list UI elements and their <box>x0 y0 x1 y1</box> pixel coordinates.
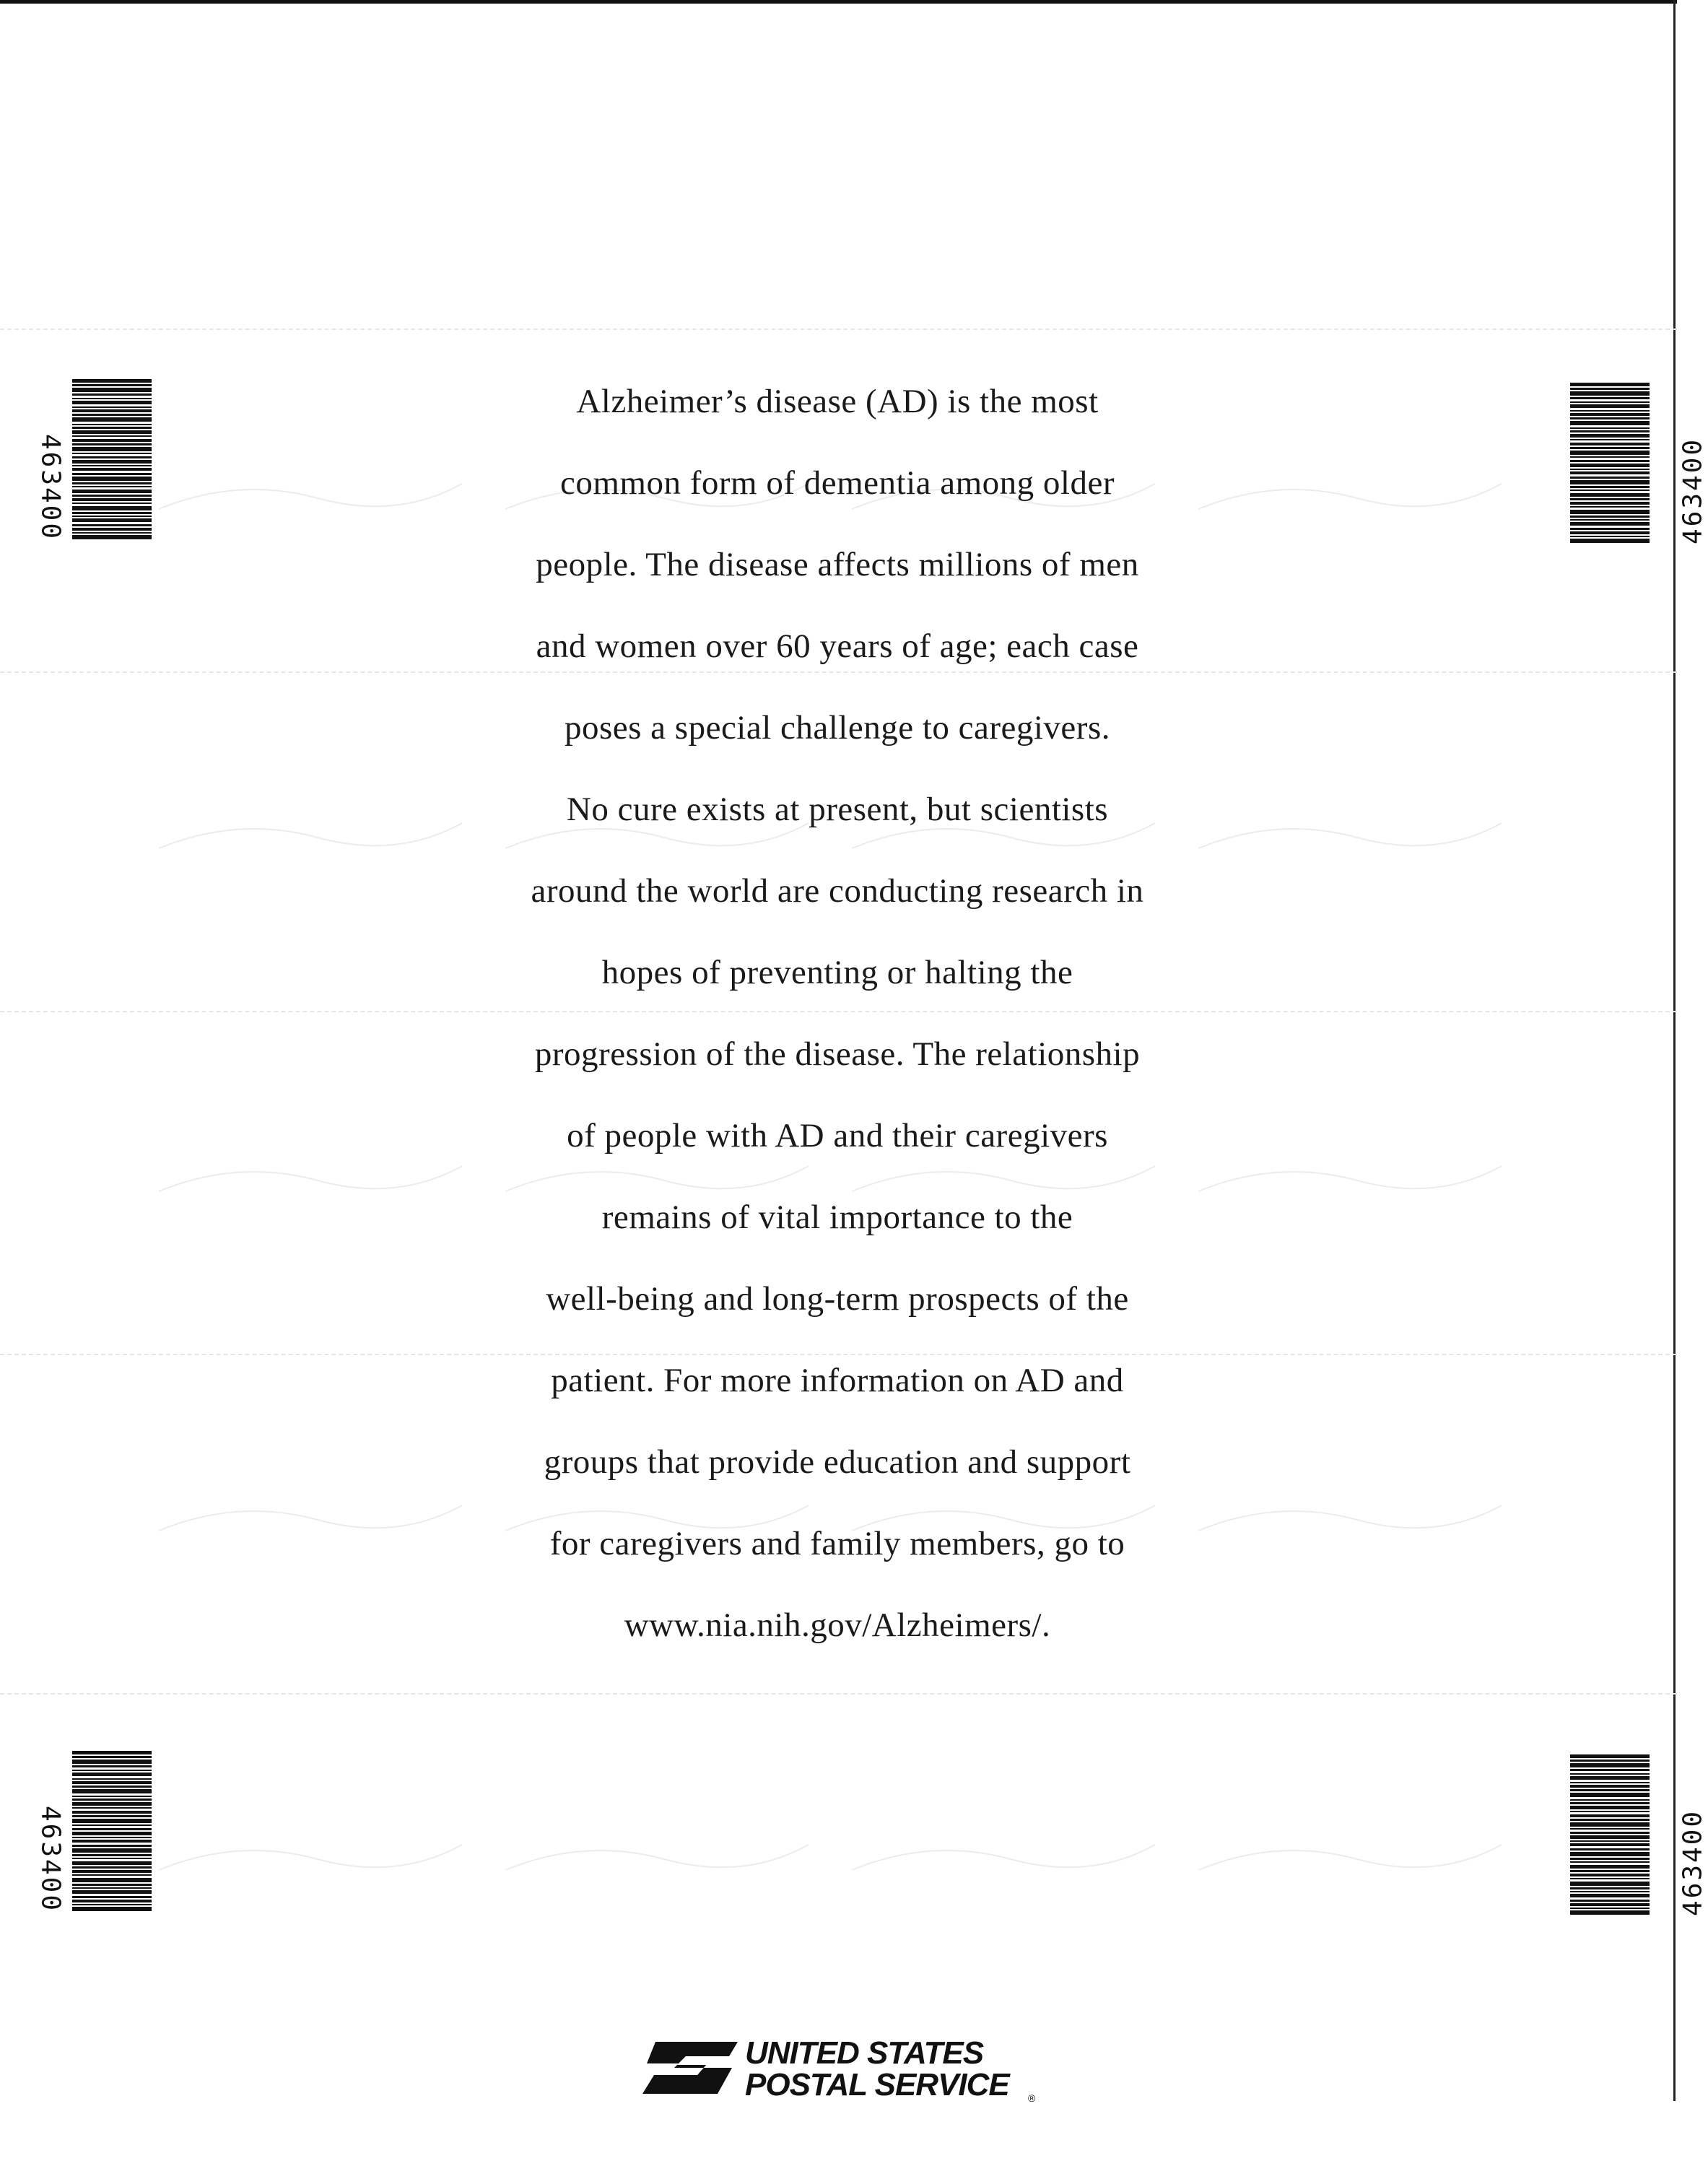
barcode-stripe <box>1570 397 1650 399</box>
barcode-stripe <box>72 524 152 526</box>
barcode-stripe <box>1570 1819 1650 1821</box>
barcode-stripe <box>72 503 152 504</box>
barcode-stripe <box>72 516 152 517</box>
barcode-stripe <box>1570 510 1650 514</box>
barcode-stripe <box>1570 1882 1650 1886</box>
barcode-stripe <box>72 1845 152 1847</box>
barcode-stripe <box>1570 1754 1650 1758</box>
usps-eagle-icon <box>642 2039 738 2097</box>
barcode-icon <box>1556 383 1693 599</box>
barcode-stripe <box>1570 401 1650 403</box>
barcode-stripe <box>72 1896 152 1898</box>
barcode-stripe <box>72 1874 152 1876</box>
paragraph-line: remains of vital importance to the <box>601 1199 1073 1236</box>
barcode-stripe <box>1570 531 1650 534</box>
barcode-stripe <box>1570 1832 1650 1834</box>
barcode-stripe <box>1570 443 1650 445</box>
barcode-stripe <box>72 518 152 522</box>
barcode-stripe <box>1570 1910 1650 1915</box>
paragraph-line: around the world are conducting research in <box>531 872 1144 910</box>
barcode-stripe <box>72 460 152 464</box>
barcode-stripe <box>1570 536 1650 537</box>
barcode-stripe <box>1570 1822 1650 1827</box>
barcode-stripe <box>1570 469 1650 470</box>
barcode-stripe <box>1570 502 1650 505</box>
barcode-stripe <box>1570 539 1650 543</box>
barcode-stripe <box>1570 1848 1650 1850</box>
barcode-stripe <box>72 506 152 510</box>
barcode-stripe <box>1570 1806 1650 1809</box>
barcode-stripe <box>72 465 152 466</box>
barcode-bottom-right <box>1556 1754 1708 1971</box>
paragraph-line: Alzheimer’s disease (AD) is the most <box>576 383 1099 420</box>
paragraph-line: www.nia.nih.gov/Alzheimers/. <box>624 1606 1051 1644</box>
barcode-stripe <box>72 393 152 396</box>
barcode-icon <box>1556 1754 1693 1971</box>
barcode-stripe <box>1570 1878 1650 1879</box>
barcode-stripe <box>72 1904 152 1905</box>
barcode-stripe <box>1570 1861 1650 1863</box>
barcode-stripe <box>1570 413 1650 416</box>
barcode-stripe <box>72 1907 152 1911</box>
barcode-stripe <box>1570 417 1650 419</box>
barcode-stripe <box>1570 460 1650 462</box>
barcode-stripe <box>1570 1776 1650 1780</box>
barcode-stripe <box>1570 1811 1650 1812</box>
barcode-stripe <box>1570 1799 1650 1801</box>
barcode-stripe <box>72 1760 152 1764</box>
barcode-stripe <box>72 388 152 392</box>
barcode-stripe <box>1570 410 1650 412</box>
barcode-stripe <box>72 1778 152 1780</box>
barcode-stripe <box>1570 1793 1650 1797</box>
paragraph-line: well-being and long-term prospects of the <box>546 1280 1129 1318</box>
barcode-stripe <box>1570 1840 1650 1842</box>
barcode-stripe <box>1570 1814 1650 1817</box>
barcode-stripe <box>1570 1782 1650 1783</box>
paragraph-line: poses a special challenge to caregivers. <box>564 709 1110 747</box>
barcode-stripe <box>72 1815 152 1817</box>
barcode-stripe <box>72 528 152 531</box>
barcode-stripe <box>72 1900 152 1902</box>
barcode-stripe <box>72 1756 152 1758</box>
barcode-stripe <box>72 384 152 386</box>
barcode-stripe <box>1570 1835 1650 1839</box>
barcode-stripe <box>1570 391 1650 396</box>
barcode-stripe <box>72 512 152 514</box>
barcode-stripe <box>72 1796 152 1797</box>
barcode-stripe <box>1570 490 1650 491</box>
barcode-stripe <box>72 427 152 429</box>
barcode-stripe <box>72 532 152 534</box>
barcode-stripe <box>1570 1760 1650 1762</box>
barcode-stripe <box>72 482 152 484</box>
barcode-stripe <box>72 424 152 425</box>
barcode-stripe <box>1570 1858 1650 1860</box>
paragraph-line: No cure exists at present, but scientists <box>566 791 1109 828</box>
barcode-stripe <box>72 1848 152 1853</box>
usps-name-line2: POSTAL SERVICE <box>745 2067 1009 2102</box>
barcode-top-right <box>1556 383 1708 599</box>
barcode-stripe <box>72 477 152 481</box>
paragraph-line: for caregivers and family members, go to <box>549 1525 1125 1562</box>
barcode-stripe <box>1570 439 1650 440</box>
barcode-stripe <box>72 1840 152 1843</box>
barcode-stripe <box>72 453 152 454</box>
barcode-stripe <box>72 473 152 475</box>
barcode-stripe <box>72 1807 152 1809</box>
barcode-stripe <box>1570 430 1650 432</box>
barcode-stripe <box>72 447 152 451</box>
barcode-stripe <box>72 1786 152 1788</box>
barcode-stripe <box>1570 519 1650 521</box>
barcode-stripe <box>72 1765 152 1767</box>
barcode-stripe <box>1570 404 1650 408</box>
barcode-bottom-left <box>29 1751 166 1967</box>
barcode-stripe <box>72 1770 152 1771</box>
barcode-stripe <box>72 1884 152 1886</box>
barcode-stripe <box>72 439 152 442</box>
barcode-stripe <box>1570 388 1650 390</box>
barcode-stripe <box>72 1811 152 1814</box>
barcode-stripe <box>1570 528 1650 530</box>
paragraph-line: progression of the disease. The relationship <box>534 1035 1141 1073</box>
paragraph-line: patient. For more information on AD and <box>551 1362 1124 1399</box>
barcode-stripe <box>1570 480 1650 484</box>
usps-logo <box>642 2035 1047 2107</box>
barcode-stripe <box>1570 471 1650 474</box>
barcode-stripe <box>72 409 152 412</box>
paragraph-line: people. The disease affects millions of men <box>536 546 1139 583</box>
paragraph-line: hopes of preventing or halting the <box>601 954 1073 991</box>
barcode-stripe <box>72 1781 152 1784</box>
barcode-number: 463400 <box>1678 437 1708 545</box>
barcode-stripe <box>1570 434 1650 438</box>
barcode-stripe <box>1570 1891 1650 1892</box>
barcode-number: 463400 <box>35 433 66 542</box>
barcode-number: 463400 <box>35 1805 66 1913</box>
barcode-stripe <box>72 443 152 445</box>
barcode-stripe <box>1570 1865 1650 1869</box>
barcode-stripe <box>1570 1870 1650 1872</box>
barcode-stripe <box>1570 456 1650 458</box>
barcode-stripe <box>72 1837 152 1838</box>
barcode-stripe <box>1570 1802 1650 1804</box>
barcode-stripe <box>72 1870 152 1873</box>
barcode-stripe <box>1570 1852 1650 1856</box>
barcode-stripe <box>72 414 152 416</box>
info-paragraph <box>404 361 1271 1666</box>
barcode-stripe <box>1570 477 1650 479</box>
barcode-stripe <box>72 1832 152 1835</box>
paragraph-line: and women over 60 years of age; each case <box>536 627 1139 665</box>
barcode-stripe <box>72 398 152 399</box>
barcode-stripe <box>1570 1785 1650 1788</box>
barcode-stripe <box>1570 1763 1650 1767</box>
barcode-stripe <box>72 486 152 487</box>
barcode-stripe <box>1570 493 1650 497</box>
barcode-stripe <box>72 1866 152 1869</box>
barcode-stripe <box>72 1802 152 1806</box>
barcode-stripe <box>72 379 152 383</box>
barcode-stripe <box>72 495 152 497</box>
barcode-stripe <box>72 1878 152 1882</box>
barcode-stripe <box>72 1819 152 1823</box>
barcode-stripe <box>1570 1900 1650 1902</box>
registered-mark: ® <box>1028 2092 1036 2104</box>
barcode-stripe <box>72 1773 152 1776</box>
barcode-stripe <box>72 430 152 434</box>
paragraph-line: common form of dementia among older <box>560 464 1115 502</box>
barcode-stripe <box>72 435 152 437</box>
barcode-stripe <box>1570 1874 1650 1876</box>
paragraph-line: groups that provide education and support <box>544 1443 1131 1481</box>
barcode-stripe <box>1570 464 1650 467</box>
barcode-stripe <box>1570 486 1650 488</box>
barcode-stripe <box>72 1751 152 1754</box>
barcode-stripe <box>1570 1828 1650 1830</box>
barcode-stripe <box>1570 1894 1650 1897</box>
barcode-stripe <box>72 1799 152 1801</box>
barcode-stripe <box>1570 1773 1650 1775</box>
barcode-number: 463400 <box>1678 1809 1708 1917</box>
usps-name-line1: UNITED STATES <box>745 2035 984 2071</box>
barcode-stripe <box>72 1890 152 1894</box>
barcode-stripe <box>72 1828 152 1830</box>
barcode-stripe <box>1570 1908 1650 1909</box>
barcode-stripe <box>1570 506 1650 508</box>
barcode-stripe <box>72 1887 152 1889</box>
barcode-stripe <box>1570 1843 1650 1846</box>
barcode-stripe <box>1570 1789 1650 1791</box>
barcode-stripe <box>72 1824 152 1826</box>
paragraph-line: of people with AD and their caregivers <box>567 1117 1108 1154</box>
barcode-stripe <box>72 401 152 404</box>
barcode-stripe <box>72 490 152 493</box>
barcode-stripe <box>72 1854 152 1856</box>
barcode-top-left <box>29 379 166 596</box>
barcode-stripe <box>1570 421 1650 425</box>
barcode-stripe <box>72 468 152 471</box>
barcode-stripe <box>1570 522 1650 526</box>
barcode-stripe <box>72 406 152 408</box>
barcode-stripe <box>1570 1887 1650 1889</box>
barcode-stripe <box>72 535 152 539</box>
barcode-stripe <box>72 456 152 458</box>
barcode-stripe <box>72 498 152 501</box>
barcode-stripe <box>1570 383 1650 386</box>
barcode-stripe <box>1570 447 1650 449</box>
barcode-stripe <box>72 1789 152 1793</box>
barcode-stripe <box>1570 427 1650 429</box>
barcode-stripe <box>72 1858 152 1859</box>
barcode-stripe <box>72 1861 152 1865</box>
barcode-stripe <box>1570 1903 1650 1906</box>
barcode-stripe <box>1570 498 1650 500</box>
barcode-stripe <box>1570 516 1650 518</box>
barcode-stripe <box>1570 1769 1650 1771</box>
barcode-stripe <box>1570 451 1650 455</box>
barcode-stripe <box>72 417 152 422</box>
